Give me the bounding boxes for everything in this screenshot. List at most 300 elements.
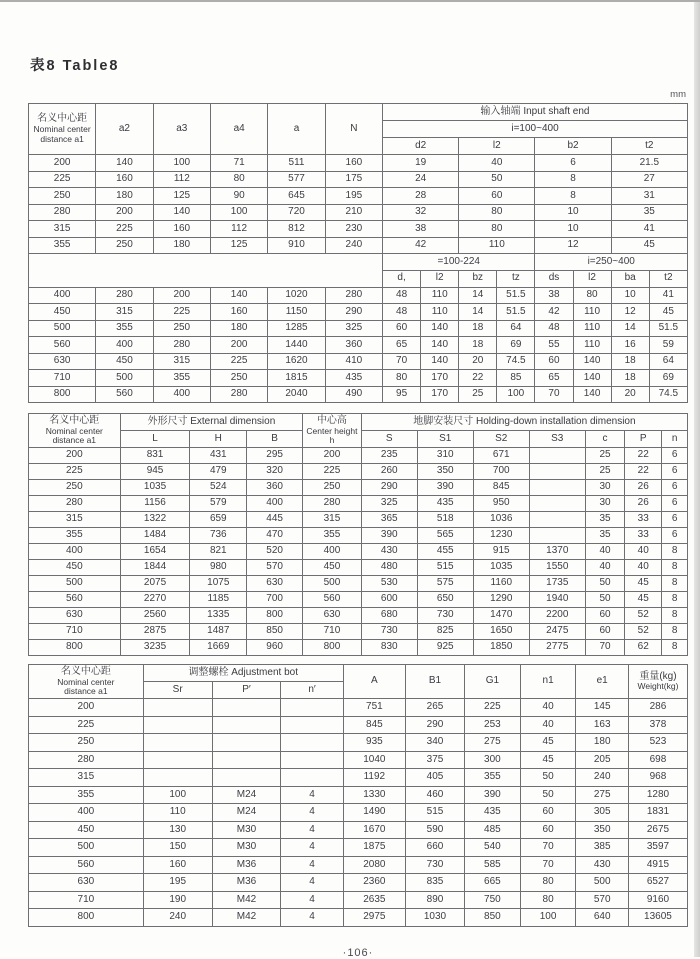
value-cell: 405 [406, 769, 465, 787]
value-cell: 163 [576, 716, 628, 734]
value-cell: 40 [585, 544, 625, 560]
table-row [29, 608, 688, 624]
value-cell: 2635 [343, 891, 405, 909]
value-cell: 575 [417, 576, 473, 592]
page-number: ·106· [342, 946, 374, 959]
value-cell: 511 [268, 155, 325, 172]
value-cell: M42 [212, 891, 281, 909]
value-cell: 31 [611, 188, 687, 205]
value-cell: 1020 [268, 287, 325, 304]
col-header-N: N [325, 104, 382, 155]
a1-cell: 225 [29, 464, 121, 480]
value-cell: 25 [585, 448, 625, 464]
value-cell [212, 769, 281, 787]
col-header-tz: tz [497, 270, 535, 287]
value-cell: 80 [459, 221, 535, 238]
holding-down-header: 地脚安装尺寸 Holding-down installation dimension [361, 414, 687, 431]
table-row [29, 171, 688, 188]
mid-header-row [29, 254, 688, 271]
value-cell: 812 [268, 221, 325, 238]
value-cell: 671 [473, 448, 529, 464]
value-cell: 225 [96, 221, 153, 238]
value-cell: 340 [406, 734, 465, 752]
a1-cell: 315 [29, 769, 144, 787]
value-cell: 845 [343, 716, 405, 734]
value-cell [143, 734, 212, 752]
value-cell: 325 [361, 496, 417, 512]
table-row [29, 839, 688, 857]
value-cell: 355 [303, 528, 362, 544]
col-header-a1 [29, 104, 96, 155]
value-cell: 40 [520, 699, 576, 717]
value-cell: 27 [611, 171, 687, 188]
value-cell: 110 [143, 804, 212, 822]
value-cell: 1735 [529, 576, 585, 592]
value-cell: 435 [325, 370, 382, 387]
table-row [29, 386, 688, 403]
a1-cell: 315 [29, 512, 121, 528]
value-cell: 8 [662, 608, 688, 624]
value-cell [143, 751, 212, 769]
value-cell: 70 [520, 856, 576, 874]
value-cell: 280 [153, 337, 210, 354]
col-header-S3: S3 [529, 431, 585, 448]
adjustment-bolt-table [28, 664, 688, 927]
page-title: 表8 Table8 [30, 58, 120, 74]
table-row [29, 874, 688, 892]
value-cell: 51.5 [497, 304, 535, 321]
value-cell: 265 [406, 699, 465, 717]
value-cell: 140 [573, 370, 611, 387]
table-row [29, 237, 688, 254]
value-cell: 290 [361, 480, 417, 496]
a1-cell: 250 [29, 734, 144, 752]
value-cell: 1156 [120, 496, 190, 512]
value-cell: 125 [210, 237, 267, 254]
value-cell: 290 [325, 304, 382, 321]
value-cell: 180 [576, 734, 628, 752]
value-cell: 680 [361, 608, 417, 624]
col-header-A: A [343, 665, 405, 699]
external-dimension-table [28, 413, 688, 656]
table-row [29, 287, 688, 304]
value-cell: 100 [497, 386, 535, 403]
a1-cell: 500 [29, 576, 121, 592]
value-cell: 286 [628, 699, 687, 717]
value-cell: 524 [190, 480, 247, 496]
value-cell: 200 [96, 204, 153, 221]
value-cell: 700 [473, 464, 529, 480]
value-cell: 2075 [120, 576, 190, 592]
value-cell: 125 [153, 188, 210, 205]
value-cell: 660 [406, 839, 465, 857]
value-cell: 565 [417, 528, 473, 544]
value-cell: 890 [406, 891, 465, 909]
value-cell: 520 [247, 544, 303, 560]
col-header-B: B [247, 431, 303, 448]
value-cell: 20 [459, 353, 497, 370]
scan-edge-right [694, 2, 700, 957]
value-cell: 26 [625, 496, 662, 512]
col-header-l2: l2 [459, 138, 535, 155]
value-cell [143, 769, 212, 787]
value-cell: 90 [210, 188, 267, 205]
col-header-t2: t2 [649, 270, 687, 287]
value-cell: 460 [406, 786, 465, 804]
value-cell: 360 [247, 480, 303, 496]
value-cell: 540 [465, 839, 521, 857]
value-cell: 2040 [268, 386, 325, 403]
value-cell: 60 [535, 353, 573, 370]
value-cell: 25 [585, 464, 625, 480]
value-cell: 385 [576, 839, 628, 857]
adjustment-bolt-header: 调整螺栓 Adjustment bot [143, 665, 343, 682]
value-cell: 315 [303, 512, 362, 528]
value-cell [529, 528, 585, 544]
value-cell [281, 751, 343, 769]
value-cell: 2475 [529, 624, 585, 640]
value-cell: 585 [465, 856, 521, 874]
value-cell: 945 [120, 464, 190, 480]
value-cell [143, 699, 212, 717]
value-cell: 1285 [268, 320, 325, 337]
value-cell: 30 [585, 480, 625, 496]
value-cell: 310 [417, 448, 473, 464]
value-cell: 925 [417, 640, 473, 656]
value-cell: 2080 [343, 856, 405, 874]
value-cell: 1940 [529, 592, 585, 608]
a1-cell: 355 [29, 237, 96, 254]
a1-cell: 630 [29, 608, 121, 624]
value-cell: 1484 [120, 528, 190, 544]
value-cell: 4 [281, 786, 343, 804]
table-row [29, 856, 688, 874]
value-cell: 750 [465, 891, 521, 909]
value-cell: 1335 [190, 608, 247, 624]
value-cell: 410 [325, 353, 382, 370]
value-cell: 69 [649, 370, 687, 387]
value-cell: 140 [421, 337, 459, 354]
value-cell: 30 [585, 496, 625, 512]
value-cell: 240 [325, 237, 382, 254]
value-cell: 800 [247, 608, 303, 624]
value-cell: 960 [247, 640, 303, 656]
weight-header-zh: 重量(kg) [639, 670, 677, 682]
a1-cell: 400 [29, 287, 96, 304]
value-cell: 950 [473, 496, 529, 512]
value-cell: 12 [611, 304, 649, 321]
table-row [29, 188, 688, 205]
value-cell: 74.5 [497, 353, 535, 370]
value-cell: 1550 [529, 560, 585, 576]
table-row [29, 155, 688, 172]
value-cell: 195 [325, 188, 382, 205]
value-cell: 1650 [473, 624, 529, 640]
table-row [29, 496, 688, 512]
value-cell: 60 [585, 624, 625, 640]
value-cell: 80 [520, 874, 576, 892]
value-cell: 160 [143, 856, 212, 874]
value-cell: 630 [303, 608, 362, 624]
value-cell: 2560 [120, 608, 190, 624]
a1-cell: 450 [29, 304, 96, 321]
a1-cell: 200 [29, 699, 144, 717]
a1-cell: 280 [29, 496, 121, 512]
value-cell: 470 [247, 528, 303, 544]
value-cell: M36 [212, 856, 281, 874]
value-cell: 910 [268, 237, 325, 254]
table-row [29, 544, 688, 560]
value-cell: 33 [625, 512, 662, 528]
value-cell: M24 [212, 804, 281, 822]
value-cell: 240 [143, 909, 212, 927]
a1-header-en2: distance a1 [52, 435, 97, 446]
a1-cell: 500 [29, 839, 144, 857]
a1-cell: 250 [29, 188, 96, 205]
value-cell: 52 [625, 608, 662, 624]
table-row [29, 909, 688, 927]
value-cell: 290 [406, 716, 465, 734]
value-cell: 2975 [343, 909, 405, 927]
value-cell: 51.5 [497, 287, 535, 304]
a1-header-en2: distance a1 [40, 133, 84, 144]
value-cell: 825 [417, 624, 473, 640]
value-cell: 431 [190, 448, 247, 464]
value-cell: M24 [212, 786, 281, 804]
col-header-e1: e1 [576, 665, 628, 699]
value-cell: 915 [473, 544, 529, 560]
value-cell: 515 [406, 804, 465, 822]
value-cell: 50 [585, 592, 625, 608]
col-header-c: c [585, 431, 625, 448]
value-cell: M36 [212, 874, 281, 892]
value-cell: 325 [325, 320, 382, 337]
value-cell: 8 [662, 560, 688, 576]
value-cell: 280 [303, 496, 362, 512]
value-cell: 225 [303, 464, 362, 480]
value-cell: 315 [153, 353, 210, 370]
value-cell: 500 [96, 370, 153, 387]
a1-cell: 710 [29, 370, 96, 387]
value-cell: 50 [459, 171, 535, 188]
value-cell: 160 [325, 155, 382, 172]
value-cell: 835 [406, 874, 465, 892]
value-cell: 3235 [120, 640, 190, 656]
a1-cell: 280 [29, 751, 144, 769]
value-cell: 19 [383, 155, 459, 172]
value-cell: 1035 [120, 480, 190, 496]
value-cell: 14 [459, 287, 497, 304]
a1-header-en1: Nominal center [33, 123, 91, 134]
value-cell: 100 [153, 155, 210, 172]
value-cell: 18 [459, 337, 497, 354]
value-cell: 2270 [120, 592, 190, 608]
value-cell: 1290 [473, 592, 529, 608]
value-cell: 850 [465, 909, 521, 927]
value-cell: 50 [520, 786, 576, 804]
value-cell: 12 [535, 237, 611, 254]
value-cell: 980 [190, 560, 247, 576]
value-cell: 665 [465, 874, 521, 892]
value-cell [529, 448, 585, 464]
value-cell: 845 [473, 480, 529, 496]
input-shaft-end-header: 输入轴端 Input shaft end [383, 104, 688, 121]
value-cell [212, 734, 281, 752]
col-header-ba: ba [611, 270, 649, 287]
col-header-d2: d2 [383, 138, 459, 155]
value-cell: 8 [662, 544, 688, 560]
value-cell: 225 [465, 699, 521, 717]
value-cell: 110 [573, 320, 611, 337]
value-cell: 60 [383, 320, 421, 337]
table-row [29, 786, 688, 804]
value-cell: 560 [303, 592, 362, 608]
table-row [29, 512, 688, 528]
value-cell: 35 [585, 512, 625, 528]
value-cell [281, 716, 343, 734]
value-cell: 250 [210, 370, 267, 387]
value-cell [529, 464, 585, 480]
table-row [29, 821, 688, 839]
col-header-a1 [29, 414, 121, 448]
col-header-G1: G1 [465, 665, 521, 699]
table-row [29, 204, 688, 221]
value-cell: 40 [520, 716, 576, 734]
value-cell: 200 [210, 337, 267, 354]
value-cell: 25 [459, 386, 497, 403]
value-cell: 70 [585, 640, 625, 656]
value-cell: 180 [96, 188, 153, 205]
value-cell: 110 [421, 287, 459, 304]
value-cell: 40 [585, 560, 625, 576]
unit-label: mm [670, 89, 686, 100]
value-cell: 74.5 [649, 386, 687, 403]
col-header-d: d, [383, 270, 421, 287]
a1-cell: 315 [29, 221, 96, 238]
value-cell: 140 [210, 287, 267, 304]
header-row [29, 414, 688, 431]
value-cell: 42 [383, 237, 459, 254]
value-cell: 523 [628, 734, 687, 752]
value-cell [281, 769, 343, 787]
a1-header-en2: distance a1 [64, 686, 108, 697]
col-header-n-prime: n′ [281, 682, 343, 699]
value-cell [529, 512, 585, 528]
value-cell: 170 [421, 370, 459, 387]
value-cell: 4 [281, 821, 343, 839]
value-cell: 579 [190, 496, 247, 512]
value-cell: 1150 [268, 304, 325, 321]
value-cell: 100 [520, 909, 576, 927]
value-cell: 2775 [529, 640, 585, 656]
a1-cell: 800 [29, 386, 96, 403]
table-row [29, 560, 688, 576]
value-cell: 160 [210, 304, 267, 321]
value-cell: 295 [247, 448, 303, 464]
col-header-a: a [268, 104, 325, 155]
value-cell: 8 [662, 576, 688, 592]
value-cell: 315 [96, 304, 153, 321]
a1-cell: 250 [29, 480, 121, 496]
value-cell: 71 [210, 155, 267, 172]
value-cell: 80 [383, 370, 421, 387]
value-cell: 250 [153, 320, 210, 337]
value-cell: 8 [662, 640, 688, 656]
value-cell: 6 [662, 496, 688, 512]
table-row [29, 769, 688, 787]
value-cell: 1040 [343, 751, 405, 769]
value-cell: 65 [383, 337, 421, 354]
value-cell: 730 [417, 608, 473, 624]
value-cell: 1230 [473, 528, 529, 544]
value-cell: 180 [153, 237, 210, 254]
a1-cell: 710 [29, 624, 121, 640]
a1-cell: 355 [29, 528, 121, 544]
value-cell: 70 [535, 386, 573, 403]
value-cell [281, 699, 343, 717]
a1-cell: 450 [29, 560, 121, 576]
value-cell: 1036 [473, 512, 529, 528]
value-cell: 32 [383, 204, 459, 221]
value-cell: 280 [96, 287, 153, 304]
value-cell: 48 [535, 320, 573, 337]
a1-header-en1: Nominal center [45, 425, 103, 436]
value-cell: 500 [303, 576, 362, 592]
value-cell: 435 [465, 804, 521, 822]
value-cell: 8 [535, 171, 611, 188]
col-header-weight [628, 665, 687, 699]
col-header-L: L [120, 431, 190, 448]
center-height-zh: 中心高 [316, 415, 347, 426]
value-cell: 175 [325, 171, 382, 188]
value-cell: 64 [497, 320, 535, 337]
value-cell: 205 [576, 751, 628, 769]
value-cell: 850 [247, 624, 303, 640]
value-cell: 400 [153, 386, 210, 403]
value-cell: 1670 [343, 821, 405, 839]
table-row [29, 891, 688, 909]
a1-cell: 450 [29, 821, 144, 839]
table-row [29, 804, 688, 822]
value-cell: 1192 [343, 769, 405, 787]
value-cell: 235 [361, 448, 417, 464]
value-cell: 355 [153, 370, 210, 387]
value-cell: 160 [153, 221, 210, 238]
value-cell [143, 716, 212, 734]
value-cell: 1075 [190, 576, 247, 592]
value-cell: 378 [628, 716, 687, 734]
center-height-symbol: h [329, 435, 335, 446]
value-cell: 140 [421, 320, 459, 337]
value-cell: 450 [303, 560, 362, 576]
value-cell: 1030 [406, 909, 465, 927]
value-cell: 22 [625, 448, 662, 464]
scan-edge-top [0, 0, 700, 2]
value-cell: 230 [325, 221, 382, 238]
table-row [29, 751, 688, 769]
table-row [29, 304, 688, 321]
col-header-a3: a3 [153, 104, 210, 155]
value-cell: M30 [212, 839, 281, 857]
value-cell: 1470 [473, 608, 529, 624]
value-cell: 9160 [628, 891, 687, 909]
col-header-n1: n1 [520, 665, 576, 699]
value-cell: 659 [190, 512, 247, 528]
table-row [29, 528, 688, 544]
header-row [29, 665, 688, 682]
value-cell: 390 [361, 528, 417, 544]
value-cell: 80 [459, 204, 535, 221]
